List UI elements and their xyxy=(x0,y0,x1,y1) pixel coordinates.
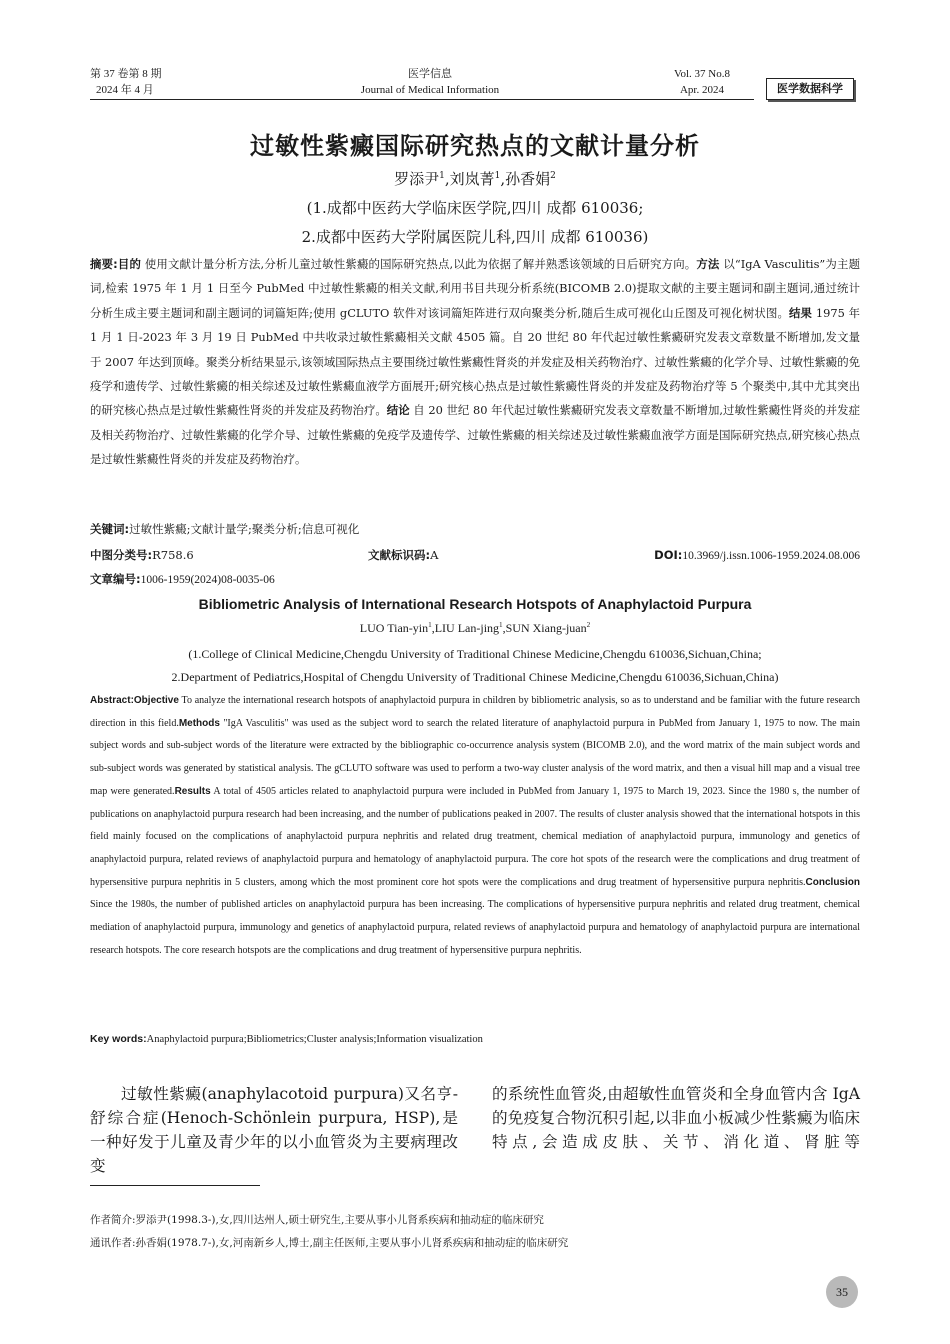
affiliation-1: (1.成都中医药大学临床医学院,四川 成都 610036; xyxy=(306,199,644,217)
corresponding-author-footnote: 通讯作者:孙香娟(1978.7-),女,河南新乡人,博士,副主任医师,主要从事小儿肾系疾病和抽动症的临床研究 xyxy=(90,1237,569,1249)
doi-label: DOI: xyxy=(654,548,683,562)
header-volume-issue: 第 37 卷第 8 期 xyxy=(90,68,162,80)
methods-label: 方法 xyxy=(696,257,720,271)
keywords-zh xyxy=(90,517,860,541)
abstract-zh xyxy=(90,252,860,472)
doc-code xyxy=(368,543,438,567)
doc-code-label: 文献标识码: xyxy=(368,548,431,562)
running-header xyxy=(90,66,865,100)
results-label: 结果 xyxy=(789,305,813,320)
results-text: 1975 年 1 月 1 日-2023 年 3 月 19 日 PubMed 中共收录过敏性紫癜相关文献 4505 篇。自 20 世纪 80 年代起过敏性紫癜研究发表文章数量不断增加,发文量于 2007 年达到顶峰。聚类分析结果显示,该领域国际热点主要围绕过敏性紫癜性肾炎的并发症及相关药物治疗、过敏性紫癜的化学介导、过敏性紫癜的免疫学和遗传学、过敏性紫癜的相关综述及过敏性紫癜血液学方面展开;研究核心热点是过敏性紫癜性肾炎的并发症及药物治疗等 5 个聚类中,其中尤其突出的研究核心热点是过敏性紫癜性肾炎的并发症及药物治疗。 xyxy=(90,305,860,418)
english-authors xyxy=(0,621,950,636)
author-name-en: LUO Tian-yin xyxy=(359,621,429,635)
english-affiliation-1: (1.College of Clinical Medicine,Chengdu University of Traditional Chinese Medicine,Chengdu 610036,Sichuan,China; xyxy=(188,647,762,661)
journal-name-en: Journal of Medical Information xyxy=(360,84,500,96)
clc-value: R758.6 xyxy=(152,548,194,562)
journal-name-zh: 医学信息 xyxy=(408,68,452,80)
objective-en-label: Objective xyxy=(133,695,179,706)
author-affil-mark: 2 xyxy=(550,171,556,181)
header-volume-en: Vol. 37 No.8 xyxy=(673,68,730,80)
methods-text: 以“IgA Vasculitis”为主题词,检索 1975 年 1 月 1 日至今 PubMed 中过敏性紫癜的相关文献,利用书目共现分析系统(BICOMB 2.0)提取文献的主要主题词和副主题词,通过统计分析生成主要主题词和副主题词的词篇矩阵;使用 gCLUTO 软件对该词篇矩阵进行双向聚类分析,随后生成可视化山丘图及可视化树状图。 xyxy=(90,257,860,320)
conclusion-en-text: Since the 1980s, the number of published articles on anaphylactoid purpura has been increasing. The complications of hypersensitive purpura nephritis and related drug treatment, chemical mediation of anaphylactoid purpura, immunology and genetics of anaphylactoid purpura, related reviews of anaphylactoid purpura and hematology of anaphylactoid purpura are international research hotspots. The core research hotspots are the complications and drug treatment of hypersensitive purpura nephritis. xyxy=(90,899,860,956)
article-number-label: 文章编号: xyxy=(90,572,141,586)
conclusion-text: 自 20 世纪 80 年代起过敏性紫癜研究发表文章数量不断增加,过敏性紫癜性肾炎的并发症及相关药物治疗、过敏性紫癜的化学介导、过敏性紫癜的免疫学及遗传学、过敏性紫癜的相关综述及过敏性紫癜血液学方面是国际研究热点,研究核心热点是过敏性紫癜性肾炎的并发症及药物治疗。 xyxy=(90,403,860,467)
footnote-rule xyxy=(90,1185,260,1186)
results-en-label: Results xyxy=(174,785,211,797)
objective-label: 目的 xyxy=(117,257,142,271)
objective-en-text: To analyze the international research hotspots of anaphylactoid purpura in children by bibliometric analysis, so as to understand and be familiar with the future research direction in this field. xyxy=(90,695,860,729)
author-name: 刘岚菁 xyxy=(449,170,495,188)
keywords-en-label: Key words: xyxy=(90,1033,147,1045)
header-date: 2024 年 4 月 xyxy=(96,84,154,96)
doi-value: 10.3969/j.issn.1006-1959.2024.08.006 xyxy=(682,550,860,562)
english-affiliation-2: 2.Department of Pediatrics,Hospital of Chengdu University of Traditional Chinese Medicine,Chengdu 610036,Sichuan,China) xyxy=(171,670,779,684)
methods-en-label: Methods xyxy=(178,717,220,729)
author-affil-mark-en: 1 xyxy=(428,621,432,629)
body-column-right: 的系统性血管炎,由超敏性血管炎和全身血管内含 IgA 的免疫复合物沉积引起,以非血小板减少性紫癜为临床特点,会造成皮肤、关节、消化道、肾脏等 xyxy=(492,1085,860,1151)
keywords-en-text: Anaphylactoid purpura;Bibliometrics;Cluster analysis;Information visualization xyxy=(146,1034,483,1045)
author-name-en: ,LIU Lan-jing xyxy=(431,621,500,635)
keywords-text: 过敏性紫癜;文献计量学;聚类分析;信息可视化 xyxy=(129,522,360,536)
objective-text: 使用文献计量分析方法,分析儿童过敏性紫癜的国际研究热点,以此为依据了解并熟悉该领域的日后研究方向。 xyxy=(141,257,697,271)
header-right xyxy=(674,66,730,98)
page-number: 35 xyxy=(826,1276,858,1308)
conclusion-en-label: Conclusion xyxy=(805,876,860,888)
author-name-en: ,SUN Xiang-juan xyxy=(502,621,587,635)
paper-title: 过敏性紫癜国际研究热点的文献计量分析 xyxy=(250,132,700,160)
doi xyxy=(654,543,860,568)
header-center xyxy=(90,66,770,98)
article-number-value: 1006-1959(2024)08-0035-06 xyxy=(140,574,275,586)
author-name: 罗添尹 xyxy=(394,170,440,188)
header-rule xyxy=(90,99,754,100)
author-intro-footnote: 作者简介:罗添尹(1998.3-),女,四川达州人,硕士研究生,主要从事小儿肾系疾病和抽动症的临床研究 xyxy=(90,1214,544,1226)
section-badge: 医学数据科学 xyxy=(766,78,854,100)
body-column-left: 过敏性紫癜(anaphylacotoid purpura)又名亨-舒综合症(Henoch-Schönlein purpura, HSP),是一种好发于儿童及青少年的以小血管炎为主要病理改变 xyxy=(90,1085,458,1175)
english-title: Bibliometric Analysis of International Research Hotspots of Anaphylactoid Purpura xyxy=(198,596,752,612)
abstract-en-label: Abstract: xyxy=(90,695,134,706)
classification-row xyxy=(90,543,860,567)
affiliation-2: 2.成都中医药大学附属医院儿科,四川 成都 610036) xyxy=(301,228,649,246)
author-name: 孙香娟 xyxy=(505,170,551,188)
author-affil-mark: 1 xyxy=(494,171,501,181)
keywords-en xyxy=(90,1033,860,1045)
author-list: 罗添尹$^1$,刘岚菁$^1$,孙香娟$^2$ xyxy=(394,170,556,188)
author-affil-mark-en: 2 xyxy=(586,621,591,629)
clc-label: 中图分类号: xyxy=(90,548,153,562)
author-affil-mark: 1 xyxy=(439,171,445,181)
abstract-en xyxy=(90,690,860,962)
header-date-en: Apr. 2024 xyxy=(679,84,724,96)
abstract-label: 摘要: xyxy=(90,257,118,271)
results-en-text: A total of 4505 articles related to anaphylactoid purpura were included in PubMed from January 1, 1975 to March 19, 2023. Since the 1980 s, the number of publications on anaphylactoid purpura research had been increasing, and the number of publications peaked in 2007. The results of cluster analysis showed that the international hotspots in this field mainly focused on the complications of anaphylactoid purpura nephritis and related drug treatment, chemical mediation of anaphylactoid purpura, immunology and genetics of anaphylactoid purpura, related reviews of anaphylactoid purpura and hematology of anaphylactoid purpura. The core hot spots of the research were the complications and drug treatment of hypersensitive purpura nephritis in 5 clusters, among which the most prominent core hot spots were the complications and drug treatment of hypersensitive purpura nephritis. xyxy=(90,785,860,888)
methods-en-text: "IgA Vasculitis" was used as the subject word to search the related literature of anaphylactoid purpura in PubMed from January 1, 1975 to now. The main subject words and sub-subject words of the literature were extracted by the bibliographic co-occurrence analysis system (BICOMB 2.0), and the word matrix of the main subject words and sub-subject words was generated by statistical analysis. The gCLUTO software was used to perform a two-way cluster analysis of the word matrix, and then a visual hill map and a visual tree map were generated. xyxy=(90,717,861,797)
article-number-row xyxy=(90,567,860,592)
author-affil-mark-en: 1 xyxy=(499,621,503,629)
doc-code-value: A xyxy=(430,548,439,562)
conclusion-label: 结论 xyxy=(386,403,410,418)
keywords-label: 关键词: xyxy=(90,522,130,536)
